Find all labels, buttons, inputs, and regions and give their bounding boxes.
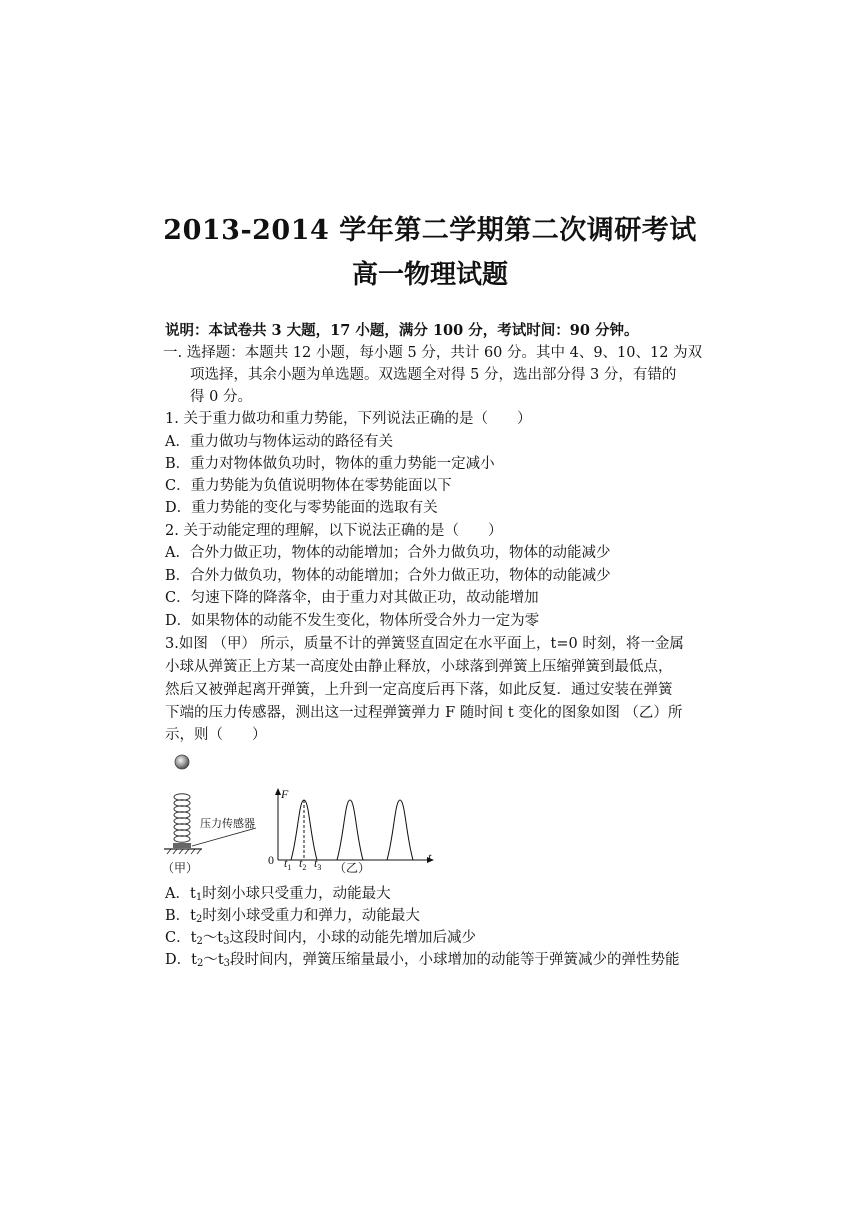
option-label: D． — [165, 952, 192, 968]
origin-label: 0 — [268, 853, 274, 867]
q2-option-b — [165, 565, 611, 587]
q3-line4: 下端的压力传感器，测出这一过程弹簧弹力 F 随时间 t 变化的图象如图 （乙）所 — [165, 705, 683, 721]
q2-stem: 2. 关于动能定理的理解，以下说法正确的是（ ） — [165, 523, 503, 539]
option-label: B． — [165, 456, 191, 472]
option-text: 如果物体的动能不发生变化，物体所受合外力一定为零 — [191, 613, 540, 629]
q3-line3: 然后又被弹起离开弹簧，上升到一定高度后再下落，如此反复．通过安装在弹簧 — [165, 682, 673, 698]
option-text: 合外力做正功，物体的动能增加；合外力做负功，物体的动能减少 — [189, 545, 611, 561]
q2-option-a — [165, 542, 610, 564]
spring — [174, 794, 190, 843]
t-axis-label: t — [428, 850, 432, 864]
option-label: B． — [165, 568, 191, 584]
f-axis-label: F — [281, 787, 289, 801]
option-label: A． — [165, 886, 190, 902]
q1-option-b — [165, 453, 495, 475]
q2-option-c — [165, 587, 539, 609]
option-label: B． — [165, 908, 191, 924]
time-subscript: 3 — [223, 958, 231, 969]
sensor-leader-line — [192, 828, 256, 846]
option-label: A． — [165, 545, 190, 561]
force-pulse-2 — [337, 800, 363, 860]
exam-notice: 说明：本试卷共 3 大题，17 小题，满分 100 分，考试时间：90 分钟。 — [165, 322, 639, 339]
option-label: C． — [165, 478, 191, 494]
tick-t1: $t_1$ — [284, 856, 292, 872]
time-symbol: t — [191, 952, 197, 968]
tick-t2: $t_2$ — [299, 856, 307, 872]
q3-line5: 示，则（ ） — [165, 727, 267, 743]
option-label: D． — [165, 613, 192, 629]
q1-option-a — [165, 431, 393, 453]
tick-t3: $t_3$ — [314, 856, 322, 872]
time-subscript: 2 — [196, 936, 203, 947]
section1-line2: 项选择，其余小题为单选题。双选题全对得 5 分，选出部分得 3 分，有错的 — [190, 367, 677, 383]
label-jia: （甲） — [162, 861, 199, 875]
q3-option-d — [165, 949, 680, 975]
option-label: C． — [165, 930, 191, 946]
ground-hatch — [167, 849, 201, 854]
q3-line2: 小球从弹簧正上方某一高度处由静止释放，小球落到弹簧上压缩弹簧到最低点， — [165, 659, 673, 675]
option-text: 重力做功与物体运动的路径有关 — [189, 434, 393, 450]
time-subscript: 2 — [196, 958, 204, 969]
option-text: 段时间内，弹簧压缩量最小，小球增加的动能等于弹簧减少的弹性势能 — [230, 952, 680, 968]
q3-figure — [160, 750, 450, 880]
option-text: 合外力做负功，物体的动能增加；合外力做正功，物体的动能减少 — [190, 568, 611, 584]
option-text: 匀速下降的降落伞，由于重力对其做正功，故动能增加 — [190, 590, 539, 606]
time-symbol: t — [189, 886, 196, 902]
sensor-label: 压力传感器 — [200, 817, 255, 830]
option-text: 重力势能为负值说明物体在零势能面以下 — [190, 478, 452, 494]
exam-subtitle: 高一物理试题 — [351, 260, 508, 290]
option-label: A． — [165, 434, 190, 450]
metal-ball — [175, 755, 189, 769]
time-subscript: 1 — [195, 892, 203, 903]
time-range-separator: ～t — [203, 952, 224, 968]
option-label: D． — [165, 500, 192, 516]
q1-option-d — [165, 497, 438, 519]
q2-option-d — [165, 610, 539, 632]
option-text: 重力对物体做负功时，物体的重力势能一定减小 — [190, 456, 495, 472]
time-subscript: 2 — [195, 914, 203, 925]
label-yi: （乙） — [334, 861, 371, 875]
q1-option-c — [165, 475, 452, 497]
time-range-separator: ～t — [202, 930, 224, 946]
q1-stem: 1. 关于重力做功和重力势能，下列说法正确的是（ ） — [165, 411, 532, 427]
exam-title: 2013-2014 学年第二学期第二次调研考试 — [163, 215, 697, 246]
time-subscript: 3 — [223, 936, 230, 947]
pressure-sensor — [173, 843, 191, 848]
time-symbol: t — [190, 908, 196, 924]
section1-line3: 得 0 分。 — [190, 389, 252, 405]
option-text: 这段时间内，小球的动能先增加后减少 — [229, 930, 477, 946]
option-text: 重力势能的变化与零势能面的选取有关 — [191, 500, 438, 516]
option-text: 时刻小球只受重力，动能最大 — [202, 886, 391, 902]
section1-line1: 一. 选择题：本题共 12 小题，每小题 5 分，共计 60 分。其中 4、9、10、12 为双 — [163, 345, 703, 361]
time-symbol: t — [190, 930, 197, 946]
option-text: 时刻小球受重力和弹力，动能最大 — [202, 908, 420, 924]
q3-line1: 3.如图 （甲） 所示，质量不计的弹簧竖直固定在水平面上，t=0 时刻，将一金属 — [165, 636, 684, 652]
force-pulse-3 — [387, 800, 413, 860]
option-label: C． — [165, 590, 191, 606]
